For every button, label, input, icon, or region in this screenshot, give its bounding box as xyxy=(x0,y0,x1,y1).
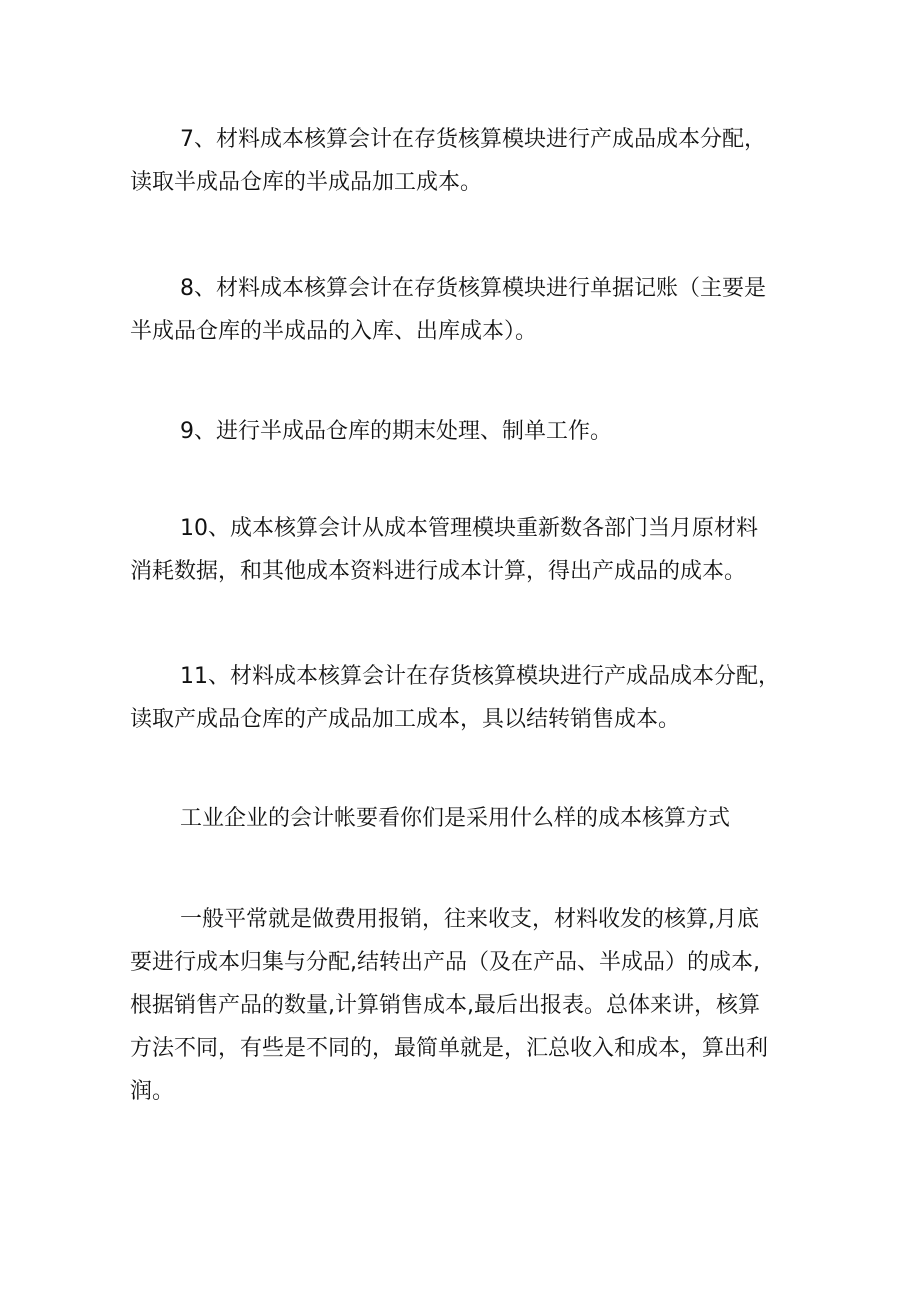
paragraph-step-10 xyxy=(130,507,810,593)
paragraph-step-9 xyxy=(130,410,810,453)
paragraph-line: 要进行成本归集与分配,结转出产品（及在产品、半成品）的成本, xyxy=(130,950,760,975)
paragraph-line: 一般平常就是做费用报销，往来收支，材料收发的核算,月底 xyxy=(180,907,759,932)
paragraph-step-7 xyxy=(130,118,810,204)
paragraph-line: 根据销售产品的数量,计算销售成本,最后出报表。总体来讲，核算 xyxy=(130,993,760,1018)
paragraph-line: 半成品仓库的半成品的入库、出库成本）。 xyxy=(130,319,538,344)
paragraph-summary xyxy=(130,898,810,1113)
paragraph-line: 7、材料成本核算会计在存货核算模块进行产成品成本分配， xyxy=(180,127,766,152)
paragraph-line: 润。 xyxy=(130,1079,175,1104)
paragraph-line: 读取半成品仓库的半成品加工成本。 xyxy=(130,170,483,195)
paragraph-line: 消耗数据，和其他成本资料进行成本计算，得出产成品的成本。 xyxy=(130,559,747,584)
paragraph-step-8 xyxy=(130,267,810,353)
paragraph-line: 方法不同，有些是不同的，最简单就是，汇总收入和成本，算出利 xyxy=(130,1036,769,1061)
paragraph-line: 8、材料成本核算会计在存货核算模块进行单据记账（主要是 xyxy=(180,276,766,301)
paragraph-step-11 xyxy=(130,655,810,741)
paragraph-heading-accounting-method xyxy=(130,797,810,840)
paragraph-line: 读取产成品仓库的产成品加工成本，具以结转销售成本。 xyxy=(130,707,681,732)
paragraph-line: 10、成本核算会计从成本管理模块重新数各部门当月原材料 xyxy=(180,516,758,541)
paragraph-line: 9、进行半成品仓库的期末处理、制单工作。 xyxy=(180,419,612,444)
paragraph-line: 工业企业的会计帐要看你们是采用什么样的成本核算方式 xyxy=(180,806,731,831)
paragraph-line: 11、材料成本核算会计在存货核算模块进行产成品成本分配， xyxy=(180,664,780,689)
